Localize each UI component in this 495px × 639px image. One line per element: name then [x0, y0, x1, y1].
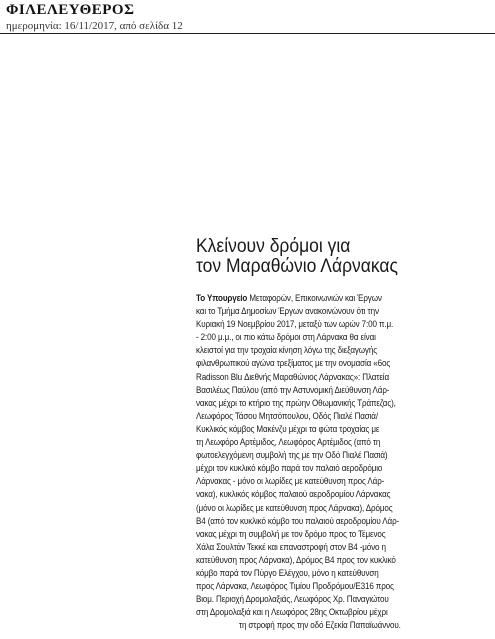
headline-line: Κλείνουν δρόμοι για	[196, 236, 351, 257]
body-line: προς Λάρνακα, Λεωφόρος Τιμίου Προδρόμου/Ε316 προς	[196, 580, 394, 592]
body-line: Κυριακή 19 Νοεμβρίου 2017, μεταξύ των ωρών 7:00 π.μ.	[196, 318, 394, 330]
header-rule	[0, 33, 495, 34]
body-line: φιλανθρωπικού αγώνα τρεξίματος με την ονομασία «6ος	[196, 357, 391, 369]
body-line: Λεωφόρος Τάσου Μητσόπουλου, Οδός Πιαλέ Πασιά/	[196, 409, 378, 421]
article-body	[196, 291, 444, 631]
body-line: νακα), κυκλικός κόμβος παλαιού αεροδρομίου Λάρνακας	[196, 488, 391, 500]
body-line: τη στροφή προς την οδό Εζεκία Παπαϊωάννου.	[238, 619, 401, 631]
body-line-text: Μεταφορών, Επικοινωνιών και Έργων	[247, 292, 382, 303]
body-line: κόμβο παρά τον Πύργο Ελέγχου, μόνο η κατεύθυνση	[196, 566, 379, 578]
headline-line: τον Μαραθώνιο Λάρνακας	[196, 256, 398, 277]
body-line: Βιομ. Περιοχή Δρομολαξιάς, Λεωφόρος Χρ. Παναγιώτου	[196, 593, 389, 605]
lead-word: Το Υπουργείο	[196, 292, 248, 303]
body-line	[196, 291, 444, 304]
body-line: νακας μέχρι τη συμβολή με τον δρόμο προς το Τέμενος	[196, 527, 386, 539]
body-line: - 2:00 μ.μ., οι πιο κάτω δρόμοι στη Λάρνακα θα είναι	[196, 331, 376, 343]
body-line: φωτοελεγχόμενη συμβολή της με την Οδό Πιαλέ Πασιά)	[196, 449, 388, 461]
body-line: κατεύθυνση προς Λάρνακα), Δρόμος Β4 προς τον κυκλικό	[196, 553, 396, 565]
body-line: τη Λεωφόρο Αρτέμιδος, Λεωφόρος Αρτέμιδος (από τη	[196, 436, 381, 448]
body-line: Χάλα Σουλτάν Τεκκέ και επαναστροφή στον Β4 -μόνο η	[196, 540, 386, 552]
body-line: Radisson Blu Διεθνής Μαραθώνιος Λάρνακας»: Πλατεία	[196, 370, 389, 382]
body-line: Κυκλικός κόμβος Μακένζυ μέχρι τα φώτα τροχαίας με	[196, 422, 380, 434]
body-line: νακας μέχρι το κτήριο της πρώην Οθωμανικής Τράπεζας),	[196, 396, 396, 408]
body-line: μέχρι τον κυκλικό κόμβο παρά τον παλαιό αεροδρόμιο	[196, 462, 383, 474]
newspaper-masthead: ΦΙΛΕΛΕΥΘΕΡΟΣ	[6, 2, 135, 18]
publication-dateline: ημερομηνία: 16/11/2017, από σελίδα 12	[6, 20, 183, 32]
body-line: κλειστοί για την τροχαία κίνηση λόγω της διεξαγωγής	[196, 344, 377, 356]
body-line: και το Τμήμα Δημοσίων Έργων ανακοινώνουν ότι την	[196, 305, 379, 317]
body-line: Βασιλέως Παύλου (από την Αστυνομική Διεύθυνση Λάρ-	[196, 383, 390, 395]
article-headline	[196, 237, 417, 277]
body-line: (μόνο οι λωρίδες με κατεύθυνση προς Λάρνακα), Δρόμος	[196, 501, 393, 513]
body-line: Λάρνακας - μόνο οι λωρίδες με κατεύθυνση προς Λάρ-	[196, 475, 385, 487]
body-line: στη Δρομολαξιά και η Λεωφόρος 28ης Οκτωβρίου μέχρι	[196, 606, 388, 618]
body-line: Β4 (από τον κυκλικό κόμβο του παλαιού αεροδρομίου Λάρ-	[196, 514, 400, 526]
